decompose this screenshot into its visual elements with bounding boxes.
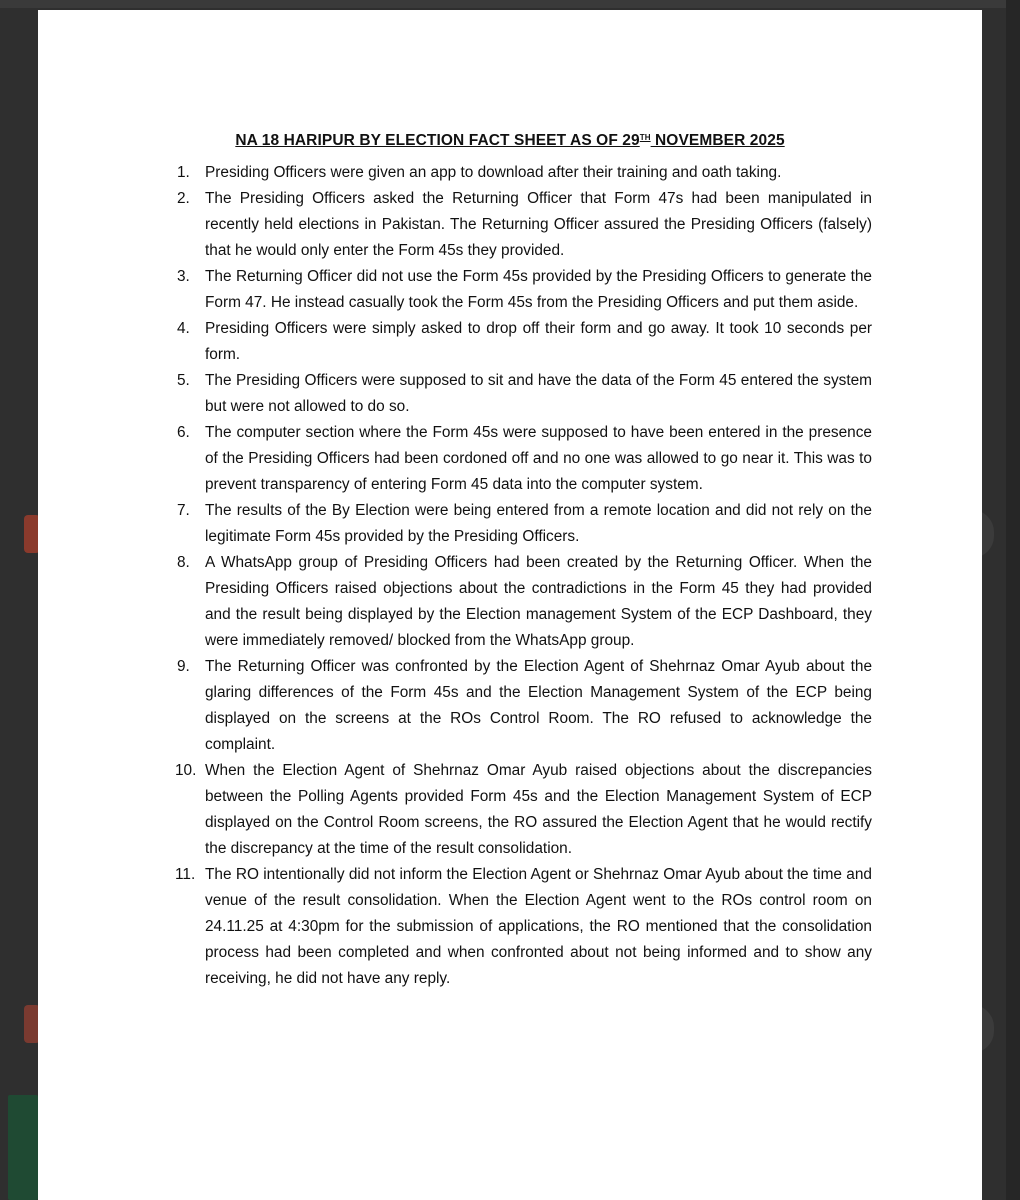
item-text: The Returning Officer was confronted by the Election Agent of Shehrnaz Omar Ayub about the glaring differences of the Form 45s and the Election Management System of the ECP being displayed on the screens at the ROs Control Room. The RO refused to acknowledge the complaint. bbox=[205, 658, 872, 753]
item-text: Presiding Officers were simply asked to drop off their form and go away. It took 10 seconds per form. bbox=[205, 320, 872, 363]
item-number: 9. bbox=[177, 658, 190, 675]
list-item bbox=[172, 758, 872, 862]
list-item bbox=[172, 862, 872, 992]
title-superscript: TH bbox=[639, 133, 651, 142]
title-month-year: NOVEMBER 2025 bbox=[650, 132, 785, 149]
item-number: 8. bbox=[177, 554, 190, 571]
viewer-scrollbar[interactable] bbox=[1006, 0, 1020, 1200]
list-item bbox=[172, 498, 872, 550]
item-text: When the Election Agent of Shehrnaz Omar Ayub raised objections about the discrepancies between the Polling Agents provided Form 45s and the Election Management System of ECP displayed on the Control Room screens, the RO assured the Election Agent that he would rectify the discrepancy at the time of the result consolidation. bbox=[205, 762, 872, 857]
item-text: A WhatsApp group of Presiding Officers had been created by the Returning Officer. When the Presiding Officers raised objections about the contradictions in the Form 45 they had provided and the result being displayed by the Election management System of the ECP Dashboard, they were immediately removed/ blocked from the WhatsApp group. bbox=[205, 554, 872, 649]
item-number: 11. bbox=[175, 866, 196, 883]
item-text: The Presiding Officers were supposed to sit and have the data of the Form 45 entered the system but were not allowed to do so. bbox=[205, 372, 872, 415]
item-number: 3. bbox=[177, 268, 190, 285]
item-text: The Presiding Officers asked the Returning Officer that Form 47s had been manipulated in recently held elections in Pakistan. The Returning Officer assured the Presiding Officers (falsely) that he would only enter the Form 45s they provided. bbox=[205, 190, 872, 259]
document-page bbox=[38, 10, 982, 1200]
item-number: 7. bbox=[177, 502, 190, 519]
list-item bbox=[172, 550, 872, 654]
item-number: 1. bbox=[177, 164, 190, 181]
item-text: The computer section where the Form 45s were supposed to have been entered in the presence of the Presiding Officers had been cordoned off and no one was allowed to go near it. This was to prevent transparency of entering Form 45 data into the computer system. bbox=[205, 424, 872, 493]
title-main-text: NA 18 HARIPUR BY ELECTION FACT SHEET AS OF 29 bbox=[235, 132, 640, 149]
list-item bbox=[172, 420, 872, 498]
document-title bbox=[38, 132, 982, 150]
list-item bbox=[172, 186, 872, 264]
item-number: 5. bbox=[177, 372, 190, 389]
fact-list bbox=[172, 160, 872, 992]
list-item bbox=[172, 654, 872, 758]
list-item bbox=[172, 264, 872, 316]
item-text: Presiding Officers were given an app to download after their training and oath taking. bbox=[205, 164, 782, 181]
item-number: 10. bbox=[175, 762, 197, 779]
item-text: The RO intentionally did not inform the Election Agent or Shehrnaz Omar Ayub about the time and venue of the result consolidation. When the Election Agent went to the ROs control room on 24.11.25 at 4:30pm for the submission of applications, the RO mentioned that the consolidation process had been completed and when confronted about not being informed and to show any receiving, he did not have any reply. bbox=[205, 866, 872, 987]
item-number: 6. bbox=[177, 424, 190, 441]
background-green-element bbox=[8, 1095, 38, 1200]
item-text: The results of the By Election were being entered from a remote location and did not rely on the legitimate Form 45s provided by the Presiding Officers. bbox=[205, 502, 872, 545]
item-number: 2. bbox=[177, 190, 190, 207]
item-text: The Returning Officer did not use the Form 45s provided by the Presiding Officers to generate the Form 47. He instead casually took the Form 45s from the Presiding Officers and put them aside. bbox=[205, 268, 872, 311]
list-item bbox=[172, 368, 872, 420]
item-number: 4. bbox=[177, 320, 190, 337]
list-item bbox=[172, 316, 872, 368]
viewer-top-bar bbox=[0, 0, 1020, 8]
list-item bbox=[172, 160, 872, 186]
